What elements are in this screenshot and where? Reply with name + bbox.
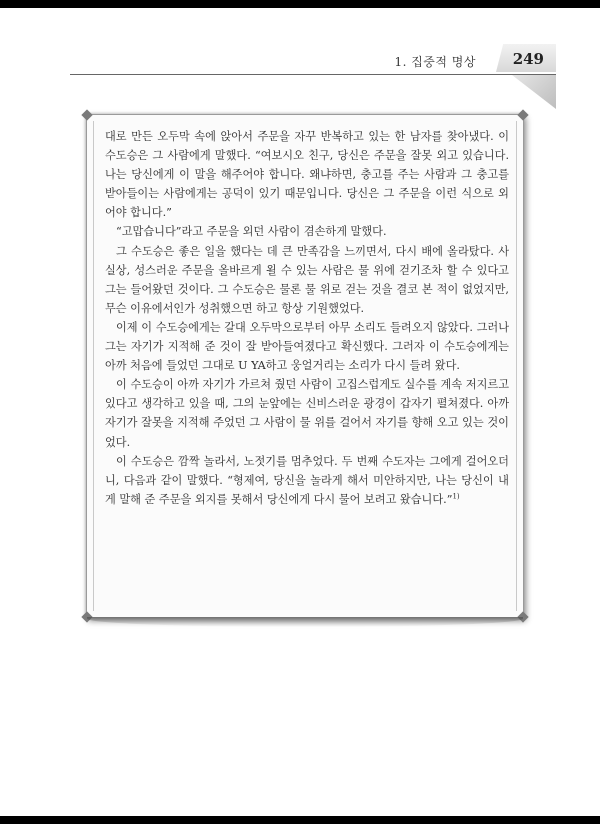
frame-corner-pin (517, 109, 528, 120)
page-number: 249 (512, 50, 544, 68)
top-border (0, 0, 600, 8)
paragraph: 대로 만든 오두막 속에 앉아서 주문을 자꾸 반복하고 있는 한 남자를 찾아냈다. 이 수도승은 그 사람에게 말했다. “여보시오 친구, 당신은 주문을 잘못 외고 있습니다. 나는 당신에게 이 말을 해주어야 합니다. 왜냐하면, 충고를 주는 사람과 그 충고를 받아들이는 사람에게는 공덕이 있기 때문입니다. 당신은 그 주문을 이런 식으로 외어야 합니다.” (105, 130, 509, 220)
chapter-title: 1. 집중적 명상 (394, 55, 476, 69)
body-text (105, 127, 509, 509)
frame-corner-pin (81, 109, 92, 120)
footnote-marker[interactable]: 1) (452, 492, 460, 501)
running-head (60, 44, 556, 74)
paragraph-last (105, 452, 509, 509)
bottom-border (0, 816, 600, 824)
paragraph: 그 수도승은 좋은 일을 했다는 데 큰 만족감을 느끼면서, 다시 배에 올라탔다. 사실상, 성스러운 주문을 올바르게 욀 수 있는 사람은 물 위에 걷기조차 할 수 있다고 그는 들어왔던 것이다. 그 수도승은 물론 물 위로 걷는 것을 결코 본 적이 없었지만, 무슨 이유에서인가 성취했으면 하고 항상 기원했었다. (105, 244, 509, 315)
paragraph-text: 이 수도승은 깜짝 놀라서, 노젓기를 멈추었다. 두 번째 수도자는 그에게 걸어오더니, 다음과 같이 말했다. “형제여, 당신을 놀라게 해서 미안하지만, 나는 당신이 내게 말해 준 주문을 외지를 못해서 당신에게 다시 물어 보려고 왔습니다.” (105, 454, 509, 506)
header-corner-ornament (512, 75, 556, 109)
paragraph: 이 수도승이 아까 자기가 가르쳐 줬던 사람이 고집스럽게도 실수를 계속 저지르고 있다고 생각하고 있을 때, 그의 눈앞에는 신비스러운 광경이 갑자기 펼쳐졌다. 아까 자기가 잘못을 지적해 주었던 그 사람이 물 위를 걸어서 자기를 향해 오고 있는 것이었다. (105, 378, 509, 449)
text-frame (86, 114, 524, 618)
paragraph: “고맙습니다”라고 주문을 외던 사람이 겸손하게 말했다. (116, 225, 387, 239)
paragraph: 이제 이 수도승에게는 갈대 오두막으로부터 아무 소리도 들려오지 않았다. 그러나 그는 자기가 지적해 준 것이 잘 받아들여졌다고 확신했다. 그러자 이 수도승에게는 아까 처음에 들었던 그대로 U YA하고 웅얼거리는 소리가 다시 들려 왔다. (105, 320, 509, 373)
frame-shadow (87, 617, 523, 627)
header-rule (70, 74, 556, 75)
